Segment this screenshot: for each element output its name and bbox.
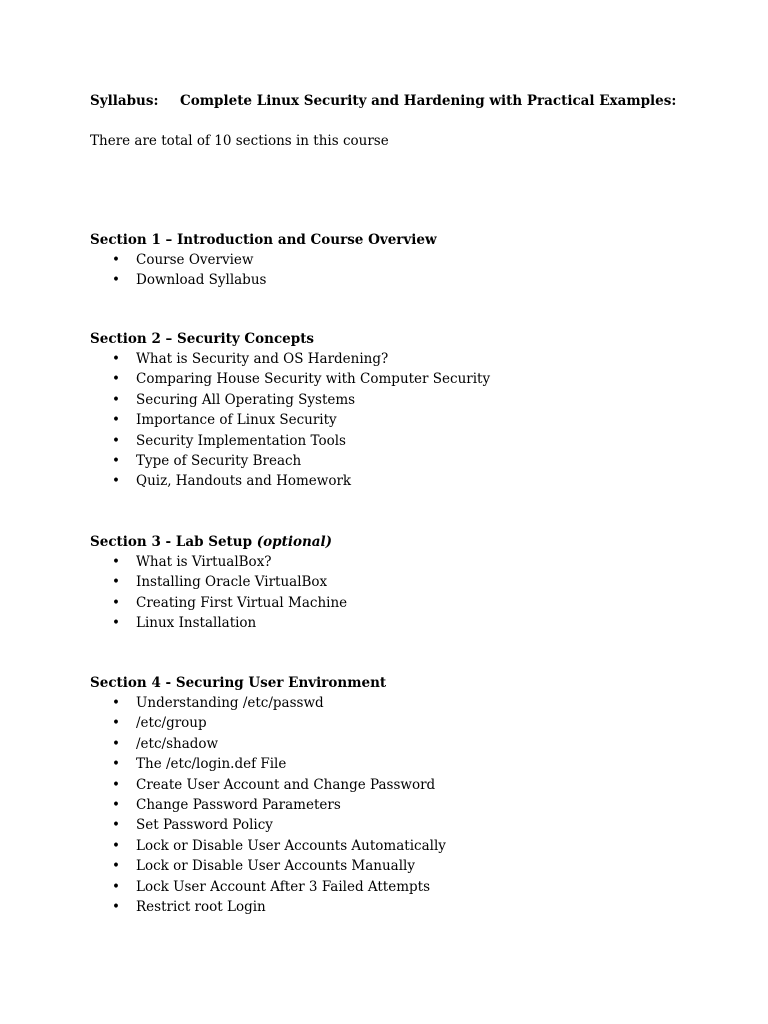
list-item <box>90 897 446 917</box>
list-item <box>90 795 446 815</box>
bullet-icon: • <box>112 796 120 813</box>
bullet-icon: • <box>112 351 120 367</box>
list-item <box>90 349 490 369</box>
bullet-icon: • <box>112 252 120 268</box>
bullet-icon: • <box>112 452 120 469</box>
list-item-text: Understanding /etc/passwd <box>136 695 324 711</box>
bullet-icon: • <box>112 412 120 429</box>
list-item <box>90 471 490 491</box>
bullet-icon: • <box>112 272 120 289</box>
bullet-icon: • <box>112 594 120 611</box>
bullet-icon: • <box>112 735 120 752</box>
list-item <box>90 572 347 592</box>
bullet-icon: • <box>112 574 120 591</box>
list-item <box>90 593 347 613</box>
bullet-icon: • <box>112 878 120 895</box>
section-heading-text: Section 1 – Introduction and Course Overview <box>90 232 437 248</box>
bullet-icon: • <box>112 715 120 732</box>
bullet-icon: • <box>112 615 120 632</box>
section-heading-text: Section 3 - Lab Setup <box>90 534 257 550</box>
section-2 <box>90 329 490 492</box>
bullet-icon: • <box>112 776 120 793</box>
list-item <box>90 250 437 270</box>
list-item-text: Linux Installation <box>136 615 257 632</box>
list-item-text: What is VirtualBox? <box>136 554 272 570</box>
list-item-text: Security Implementation Tools <box>136 432 346 449</box>
section-heading <box>90 329 490 349</box>
section-item-list <box>90 552 347 634</box>
section-1 <box>90 230 437 291</box>
list-item <box>90 552 347 572</box>
bullet-icon: • <box>112 898 120 915</box>
list-item-text: What is Security and OS Hardening? <box>136 351 389 367</box>
list-item-text: Importance of Linux Security <box>136 412 337 429</box>
list-item <box>90 369 490 389</box>
list-item-text: /etc/group <box>136 715 207 732</box>
bullet-icon: • <box>112 432 120 449</box>
title-label: Syllabus: <box>90 93 159 109</box>
list-item-text: Restrict root Login <box>136 898 266 915</box>
section-heading <box>90 673 446 693</box>
section-heading <box>90 230 437 250</box>
list-item-text: Lock User Account After 3 Failed Attempts <box>136 878 431 895</box>
document-title <box>90 93 676 109</box>
list-item <box>90 390 490 410</box>
bullet-icon: • <box>112 391 120 408</box>
list-item <box>90 713 446 733</box>
section-4 <box>90 673 446 917</box>
list-item-text: Download Syllabus <box>136 272 267 289</box>
list-item <box>90 431 490 451</box>
list-item <box>90 410 490 430</box>
list-item-text: Lock or Disable User Accounts Automatically <box>136 837 446 854</box>
list-item <box>90 775 446 795</box>
section-3 <box>90 532 347 634</box>
list-item <box>90 270 437 290</box>
bullet-icon: • <box>112 817 120 834</box>
list-item-text: Lock or Disable User Accounts Manually <box>136 858 415 875</box>
list-item <box>90 877 446 897</box>
list-item <box>90 613 347 633</box>
bullet-icon: • <box>112 473 120 490</box>
list-item-text: The /etc/login.def File <box>136 756 287 773</box>
list-item <box>90 836 446 856</box>
bullet-icon: • <box>112 371 120 388</box>
bullet-icon: • <box>112 695 120 711</box>
section-item-list <box>90 250 437 291</box>
bullet-icon: • <box>112 858 120 875</box>
list-item-text: Quiz, Handouts and Homework <box>136 473 352 490</box>
list-item-text: Create User Account and Change Password <box>136 776 436 793</box>
section-item-list <box>90 349 490 492</box>
title-text: Complete Linux Security and Hardening with Practical Examples: <box>180 93 677 109</box>
list-item-text: /etc/shadow <box>136 735 219 752</box>
intro-text: There are total of 10 sections in this course <box>90 133 389 149</box>
section-heading-text: Section 4 - Securing User Environment <box>90 675 387 691</box>
list-item <box>90 754 446 774</box>
list-item-text: Change Password Parameters <box>136 796 341 813</box>
list-item-text: Creating First Virtual Machine <box>136 594 348 611</box>
bullet-icon: • <box>112 554 120 570</box>
list-item <box>90 693 446 713</box>
section-heading <box>90 532 347 552</box>
bullet-icon: • <box>112 837 120 854</box>
section-heading-text: Section 2 – Security Concepts <box>90 331 315 347</box>
section-item-list <box>90 693 446 917</box>
list-item-text: Comparing House Security with Computer Security <box>136 371 491 388</box>
list-item <box>90 856 446 876</box>
list-item-text: Course Overview <box>136 252 254 268</box>
list-item-text: Installing Oracle VirtualBox <box>136 574 328 591</box>
list-item <box>90 451 490 471</box>
list-item-text: Securing All Operating Systems <box>136 391 356 408</box>
list-item <box>90 734 446 754</box>
list-item-text: Type of Security Breach <box>136 452 302 469</box>
list-item-text: Set Password Policy <box>136 817 273 834</box>
list-item <box>90 815 446 835</box>
section-heading-suffix: (optional) <box>256 534 333 550</box>
bullet-icon: • <box>112 756 120 773</box>
